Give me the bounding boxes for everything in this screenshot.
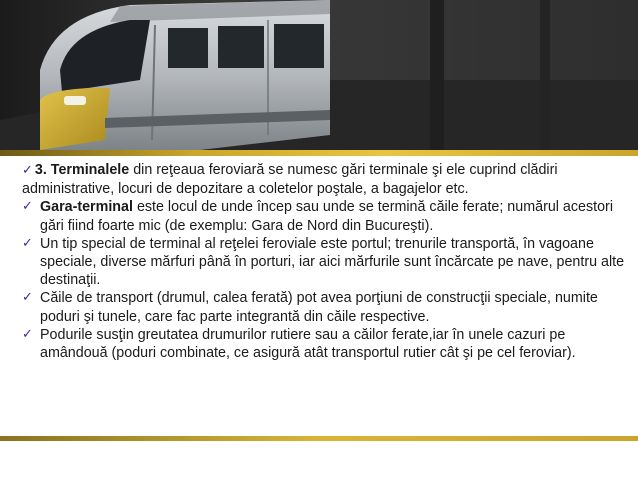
bullet-port bbox=[22, 235, 626, 290]
checkmark-icon: ✓ bbox=[22, 326, 33, 342]
checkmark-icon: ✓ bbox=[22, 235, 33, 251]
train-illustration bbox=[0, 0, 638, 150]
paragraph-text: Un tip special de terminal al reţelei feroviale este portul; trenurile transportă, în vagoane speciale, diverse mărfuri până în porturi, iar aici mărfurile sunt încărcate pe nave, pentru alte destinaţii. bbox=[40, 235, 625, 289]
paragraph-bold: Gara-terminal bbox=[40, 199, 133, 216]
paragraph-text: din reţeaua feroviară se numesc gări terminale şi ele cuprind clădiri administrative, locuri de depozitare a coletelor poştale, a bagajelor etc. bbox=[22, 162, 558, 198]
paragraph-text: Căile de transport (drumul, calea ferată) pot avea porţiuni de construcţii speciale, numite poduri şi tunele, care fac parte integrantă din căile respective. bbox=[40, 290, 598, 325]
bullet-poduri bbox=[22, 326, 626, 362]
header-photo bbox=[0, 0, 638, 150]
paragraph-bold: 3. Terminalele bbox=[34, 162, 130, 178]
bullet-gara-terminal bbox=[22, 198, 626, 234]
accent-band bbox=[0, 150, 638, 156]
bullet-cai-transport bbox=[22, 289, 626, 325]
checkmark-icon: ✓ bbox=[22, 199, 33, 215]
paragraph-terminals bbox=[22, 161, 626, 198]
checkmark-icon: ✓ bbox=[22, 290, 33, 306]
footer-rule bbox=[0, 436, 638, 441]
paragraph-text: este locul de unde încep sau unde se termină căile ferate; numărul acestori gări fiind foarte mic (de exemplu: Gara de Nord din Bucureşti). bbox=[40, 199, 613, 234]
checkmark-icon: ✓ bbox=[22, 163, 33, 178]
paragraph-text: Podurile susţin greutatea drumurilor rutiere sau a căilor ferate,iar în unele cazuri pe amândouă (poduri combinate, ce asigură atât transportul rutier cât şi pe cel feroviar). bbox=[40, 326, 576, 362]
slide-body bbox=[22, 161, 626, 362]
